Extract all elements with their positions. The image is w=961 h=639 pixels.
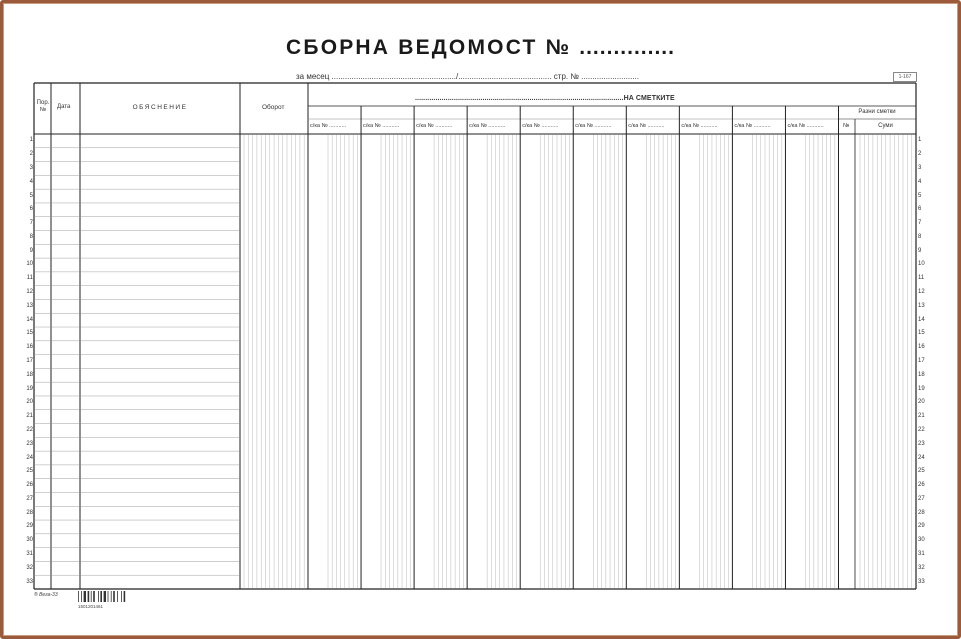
row-number-left: 22 — [26, 426, 33, 433]
barcode-bar — [121, 591, 122, 602]
row-number-right: 12 — [918, 289, 925, 296]
row-number-right: 1 — [918, 137, 922, 144]
header-date: Дата — [57, 104, 71, 110]
row-number-right: 8 — [918, 233, 922, 240]
barcode-bar — [111, 591, 112, 602]
title-number-dots: .............. — [579, 36, 675, 59]
row-number-right: 21 — [918, 413, 925, 420]
barcode-number: 1501201461 — [78, 604, 104, 609]
row-number-left: 6 — [29, 206, 33, 213]
title-text: СБОРНА ВЕДОМОСТ № — [286, 36, 572, 59]
row-number-left: 1 — [29, 137, 33, 144]
barcode-bar — [81, 591, 82, 602]
row-number-left: 8 — [29, 233, 33, 240]
barcode-bar — [100, 591, 102, 602]
row-number-right: 28 — [918, 509, 925, 516]
row-number-right: 15 — [918, 330, 925, 337]
barcode-bar — [84, 591, 86, 602]
row-number-left: 32 — [26, 564, 33, 571]
row-number-left: 16 — [26, 344, 33, 351]
barcode-bar — [113, 591, 115, 602]
row-number-right: 4 — [918, 178, 922, 185]
row-number-left: 27 — [26, 495, 33, 502]
account-column-label: с/ка № ........... — [310, 123, 347, 129]
row-number-right: 3 — [918, 164, 922, 171]
account-column-label: с/ка № ........... — [734, 123, 771, 129]
row-number-left: 21 — [26, 413, 33, 420]
row-number-left: 5 — [29, 192, 33, 199]
row-number-right: 32 — [918, 564, 925, 571]
row-number-right: 16 — [918, 344, 925, 351]
row-number-left: 28 — [26, 509, 33, 516]
row-number-left: 19 — [26, 385, 33, 392]
brand-logo-text: ® Вега-33 — [34, 592, 58, 598]
row-number-right: 20 — [918, 399, 925, 406]
header-explanation: ОБЯСНЕНИЕ — [132, 104, 188, 111]
row-number-left: 33 — [26, 578, 33, 585]
row-number-right: 23 — [918, 440, 925, 447]
barcode-bar — [104, 591, 106, 602]
account-column-label: с/ка № ........... — [469, 123, 506, 129]
row-number-left: 29 — [26, 523, 33, 530]
row-number-right: 11 — [918, 275, 925, 282]
row-number-left: 12 — [26, 289, 33, 296]
barcode-bar — [93, 591, 95, 602]
row-number-right: 24 — [918, 454, 925, 461]
row-number-right: 27 — [918, 495, 925, 502]
barcode-bar — [117, 591, 118, 602]
row-number-left: 14 — [26, 316, 33, 323]
row-number-left: 23 — [26, 440, 33, 447]
barcode-bar — [88, 591, 90, 602]
header-sums: Суми — [878, 123, 893, 129]
header-various-number: № — [843, 123, 850, 129]
row-number-right: 2 — [918, 151, 922, 158]
row-number-left: 13 — [26, 302, 33, 309]
account-column-label: с/ка № ........... — [681, 123, 718, 129]
row-number-left: 31 — [26, 551, 33, 558]
month-page-line: за месец ......................................................../.......................................... стр. № .......................... — [296, 72, 639, 81]
row-number-left: 24 — [26, 454, 33, 461]
barcode-bar — [108, 591, 109, 602]
row-number-right: 29 — [918, 523, 925, 530]
row-number-left: 4 — [29, 178, 33, 185]
barcode-icon — [78, 591, 138, 603]
row-number-left: 15 — [26, 330, 33, 337]
row-number-right: 31 — [918, 551, 925, 558]
row-number-right: 33 — [918, 578, 925, 585]
account-column-label: с/ка № ........... — [522, 123, 559, 129]
account-column-label: с/ка № ........... — [363, 123, 400, 129]
row-number-right: 5 — [918, 192, 922, 199]
row-number-right: 17 — [918, 358, 925, 364]
row-number-right: 18 — [918, 371, 925, 378]
barcode-bar — [78, 591, 79, 602]
header-various-accounts: Разни сметки — [858, 109, 896, 115]
account-column-label: с/ка № ........... — [787, 123, 824, 129]
row-number-left: 7 — [29, 220, 33, 227]
row-number-left: 30 — [26, 537, 33, 544]
row-number-right: 6 — [918, 206, 922, 213]
barcode-bar — [91, 591, 92, 602]
row-number-left: 26 — [26, 482, 33, 489]
header-row-number: Пор. № — [36, 100, 50, 113]
row-number-left: 25 — [26, 468, 33, 475]
account-column-label: с/ка № ........... — [416, 123, 453, 129]
account-column-label: с/ка № ........... — [575, 123, 612, 129]
row-number-left: 3 — [29, 164, 33, 171]
row-number-right: 26 — [918, 482, 925, 489]
row-number-left: 18 — [26, 371, 33, 378]
row-number-left: 9 — [29, 247, 33, 254]
row-number-right: 19 — [918, 385, 925, 392]
row-number-left: 2 — [29, 151, 33, 158]
row-number-left: 10 — [26, 261, 33, 268]
row-number-right: 7 — [918, 220, 922, 227]
row-number-right: 13 — [918, 302, 925, 309]
row-number-right: 9 — [918, 247, 922, 254]
row-number-right: 10 — [918, 261, 925, 268]
row-number-left: 17 — [26, 358, 33, 364]
row-number-right: 14 — [918, 316, 925, 323]
account-column-label: с/ка № ........... — [628, 123, 665, 129]
barcode-bar — [124, 591, 126, 602]
form-code-box: 1-167 — [893, 72, 917, 82]
header-accounts: ......................................................................................................НА СМЕТКИТЕ — [415, 95, 675, 102]
row-number-left: 11 — [26, 275, 33, 282]
header-turnover: Оборот — [262, 104, 285, 111]
row-number-right: 30 — [918, 537, 925, 544]
row-number-right: 22 — [918, 426, 925, 433]
row-number-left: 20 — [26, 399, 33, 406]
row-number-right: 25 — [918, 468, 925, 475]
barcode-bar — [98, 591, 99, 602]
